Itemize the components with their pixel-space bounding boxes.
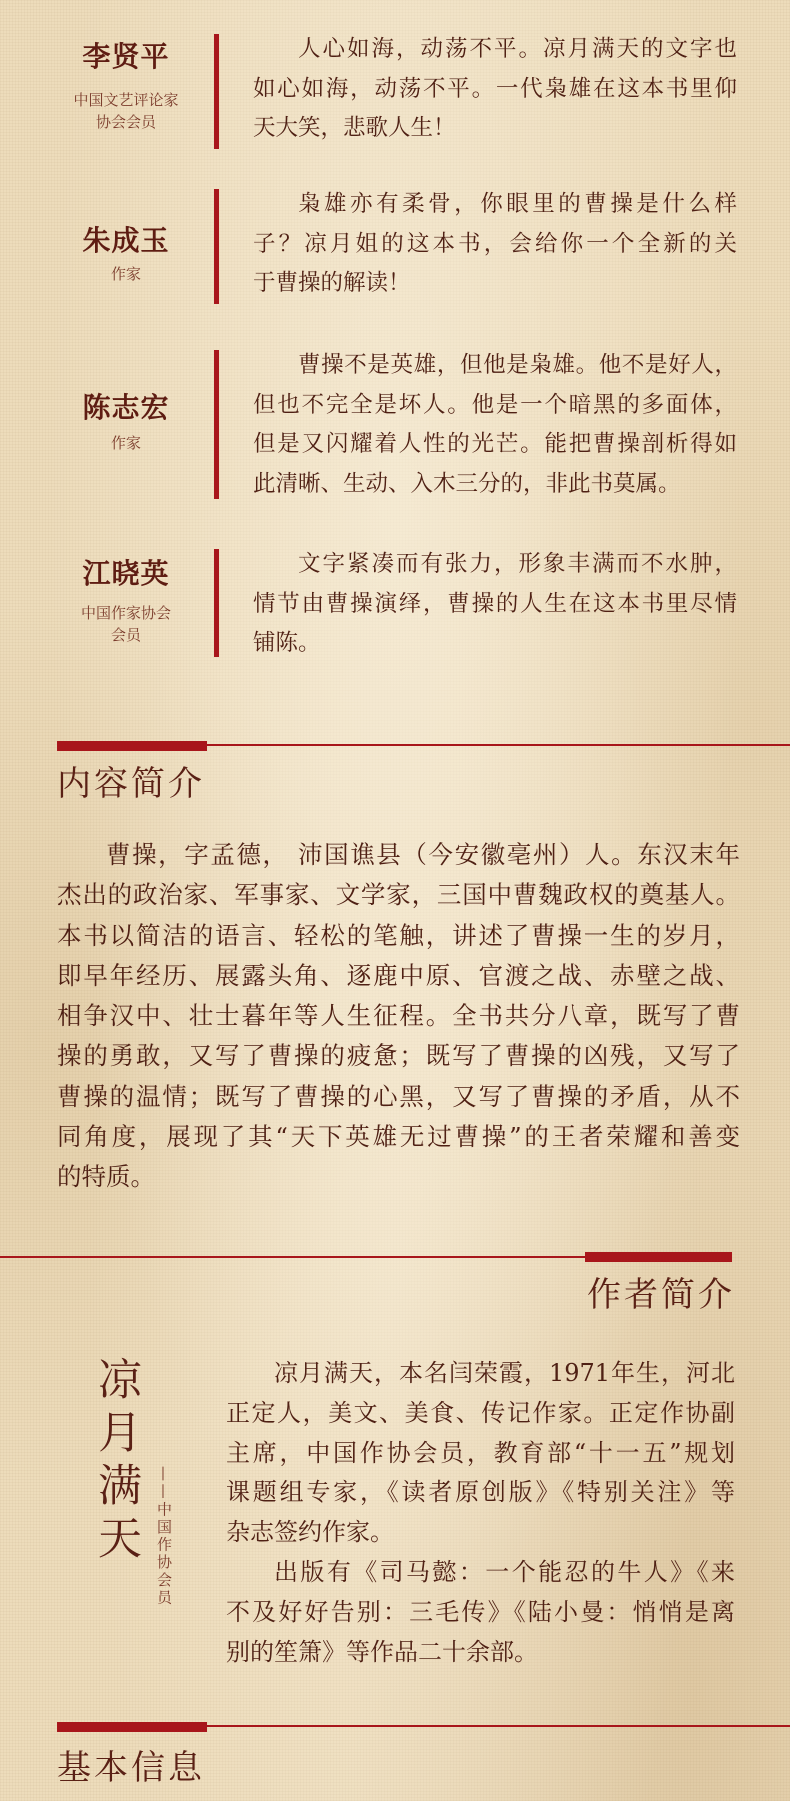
intro-line: 本书以简洁的语言、轻松的笔触，讲述了曹操一生的岁月， bbox=[57, 920, 740, 950]
author-affiliation-vertical: ——中国作协会员 bbox=[155, 1466, 173, 1607]
author-bio-line: 不及好好告别：三毛传》《陆小曼：悄悄是离 bbox=[226, 1597, 735, 1626]
author-heading: 作者简介 bbox=[587, 1275, 735, 1315]
quote-divider-bar bbox=[214, 34, 219, 149]
reviewer-name: 朱成玉 bbox=[82, 224, 170, 257]
reviewer-name: 陈志宏 bbox=[82, 391, 170, 424]
author-bio-line: 出版有《司马懿：一个能忍的牛人》《来 bbox=[274, 1557, 735, 1586]
reviewer-title-line: 协会会员 bbox=[95, 113, 156, 131]
quote-line: 枭雄亦有柔骨，你眼里的曹操是什么样 bbox=[298, 191, 737, 217]
quote-line: 人心如海，动荡不平。凉月满天的文字也 bbox=[298, 36, 737, 62]
quote-line: 但是又闪耀着人性的光芒。能把曹操剖析得如 bbox=[253, 431, 737, 457]
quote-line: 于曹操的解读！ bbox=[253, 270, 411, 296]
reviewer-title-line: 作家 bbox=[110, 434, 141, 452]
intro-paragraph bbox=[57, 835, 740, 1198]
reviewer-name: 李贤平 bbox=[82, 40, 170, 73]
section-header-accent-bar bbox=[585, 1252, 732, 1262]
quote-line: 情节由曹操演绎，曹操的人生在这本书里尽情 bbox=[253, 590, 737, 617]
quote-divider-bar bbox=[214, 549, 219, 657]
quote-divider-bar bbox=[214, 189, 219, 304]
quote-line: 但也不完全是坏人。他是一个暗黑的多面体， bbox=[253, 391, 737, 418]
quote-line: 此清晰、生动、入木三分的，非此书莫属。 bbox=[253, 470, 681, 497]
intro-line: 杰出的政治家、军事家、文学家，三国中曹魏政权的奠基人。 bbox=[57, 880, 740, 910]
reviewer-name: 江晓英 bbox=[82, 557, 170, 590]
intro-line: 曹操，字孟德， 沛国谯县（今安徽亳州）人。东汉末年 bbox=[106, 840, 740, 869]
quote-line: 天大笑，悲歌人生！ bbox=[253, 115, 456, 141]
section-header-accent-bar bbox=[57, 741, 207, 751]
reviewer-title bbox=[56, 432, 196, 454]
author-bio-line: 别的笙箫》等作品二十余部。 bbox=[226, 1637, 538, 1666]
reviewer-title-line: 中国作家协会 bbox=[80, 604, 171, 622]
reviewer-title bbox=[56, 89, 196, 133]
quote-line: 文字紧凑而有张力，形象丰满而不水肿， bbox=[298, 551, 737, 577]
reviewer-title-line: 会员 bbox=[110, 626, 141, 644]
author-bio-line: 主席，中国作协会员，教育部“十一五”规划 bbox=[226, 1438, 735, 1467]
intro-line: 相争汉中、壮士暮年等人生征程。全书共分八章，既写了曹 bbox=[57, 1001, 740, 1031]
section-header-accent-bar bbox=[57, 1722, 207, 1732]
author-bio bbox=[226, 1354, 735, 1672]
reviewer-title-line: 中国文艺评论家 bbox=[73, 91, 179, 109]
quote-line: 子？凉月姐的这本书，会给你一个全新的关 bbox=[253, 230, 737, 257]
quote-line: 如心如海，动荡不平。一代枭雄在这本书里仰 bbox=[253, 75, 737, 102]
quote-line: 曹操不是英雄，但他是枭雄。他不是好人， bbox=[298, 352, 737, 378]
intro-line: 曹操的温情；既写了曹操的心黑，又写了曹操的矛盾，从不 bbox=[57, 1081, 740, 1111]
reviewer-title bbox=[56, 263, 196, 285]
intro-line: 操的勇敢，又写了曹操的疲惫；既写了曹操的凶残，又写了 bbox=[57, 1041, 740, 1071]
reviewer-title-line: 作家 bbox=[110, 265, 141, 283]
intro-heading: 内容简介 bbox=[57, 764, 205, 804]
quote-text bbox=[253, 30, 737, 149]
quote-text bbox=[253, 185, 737, 304]
section-header-rule bbox=[0, 1256, 585, 1258]
quote-line: 铺陈。 bbox=[253, 630, 321, 656]
quote-text bbox=[253, 346, 737, 504]
author-bio-line: 杂志签约作家。 bbox=[226, 1518, 394, 1547]
quote-text bbox=[253, 545, 737, 664]
author-bio-line: 正定人，美文、美食、传记作家。正定作协副 bbox=[226, 1398, 735, 1427]
author-bio-line: 课题组专家，《读者原创版》《特别关注》等 bbox=[226, 1478, 735, 1507]
basic-info-heading: 基本信息 bbox=[57, 1748, 205, 1788]
section-header-rule bbox=[207, 1725, 790, 1727]
intro-line: 同角度，展现了其“天下英雄无过曹操”的王者荣耀和善变 bbox=[57, 1122, 740, 1152]
quote-divider-bar bbox=[214, 350, 219, 499]
author-bio-line: 凉月满天，本名闫荣霞，1971年生，河北 bbox=[274, 1359, 735, 1387]
intro-line: 的特质。 bbox=[57, 1162, 155, 1192]
section-header-rule bbox=[207, 744, 790, 746]
intro-line: 即早年经历、展露头角、逐鹿中原、官渡之战、赤壁之战、 bbox=[57, 960, 740, 990]
reviewer-title bbox=[56, 602, 196, 646]
author-name-vertical: 凉月满天 bbox=[90, 1356, 141, 1568]
